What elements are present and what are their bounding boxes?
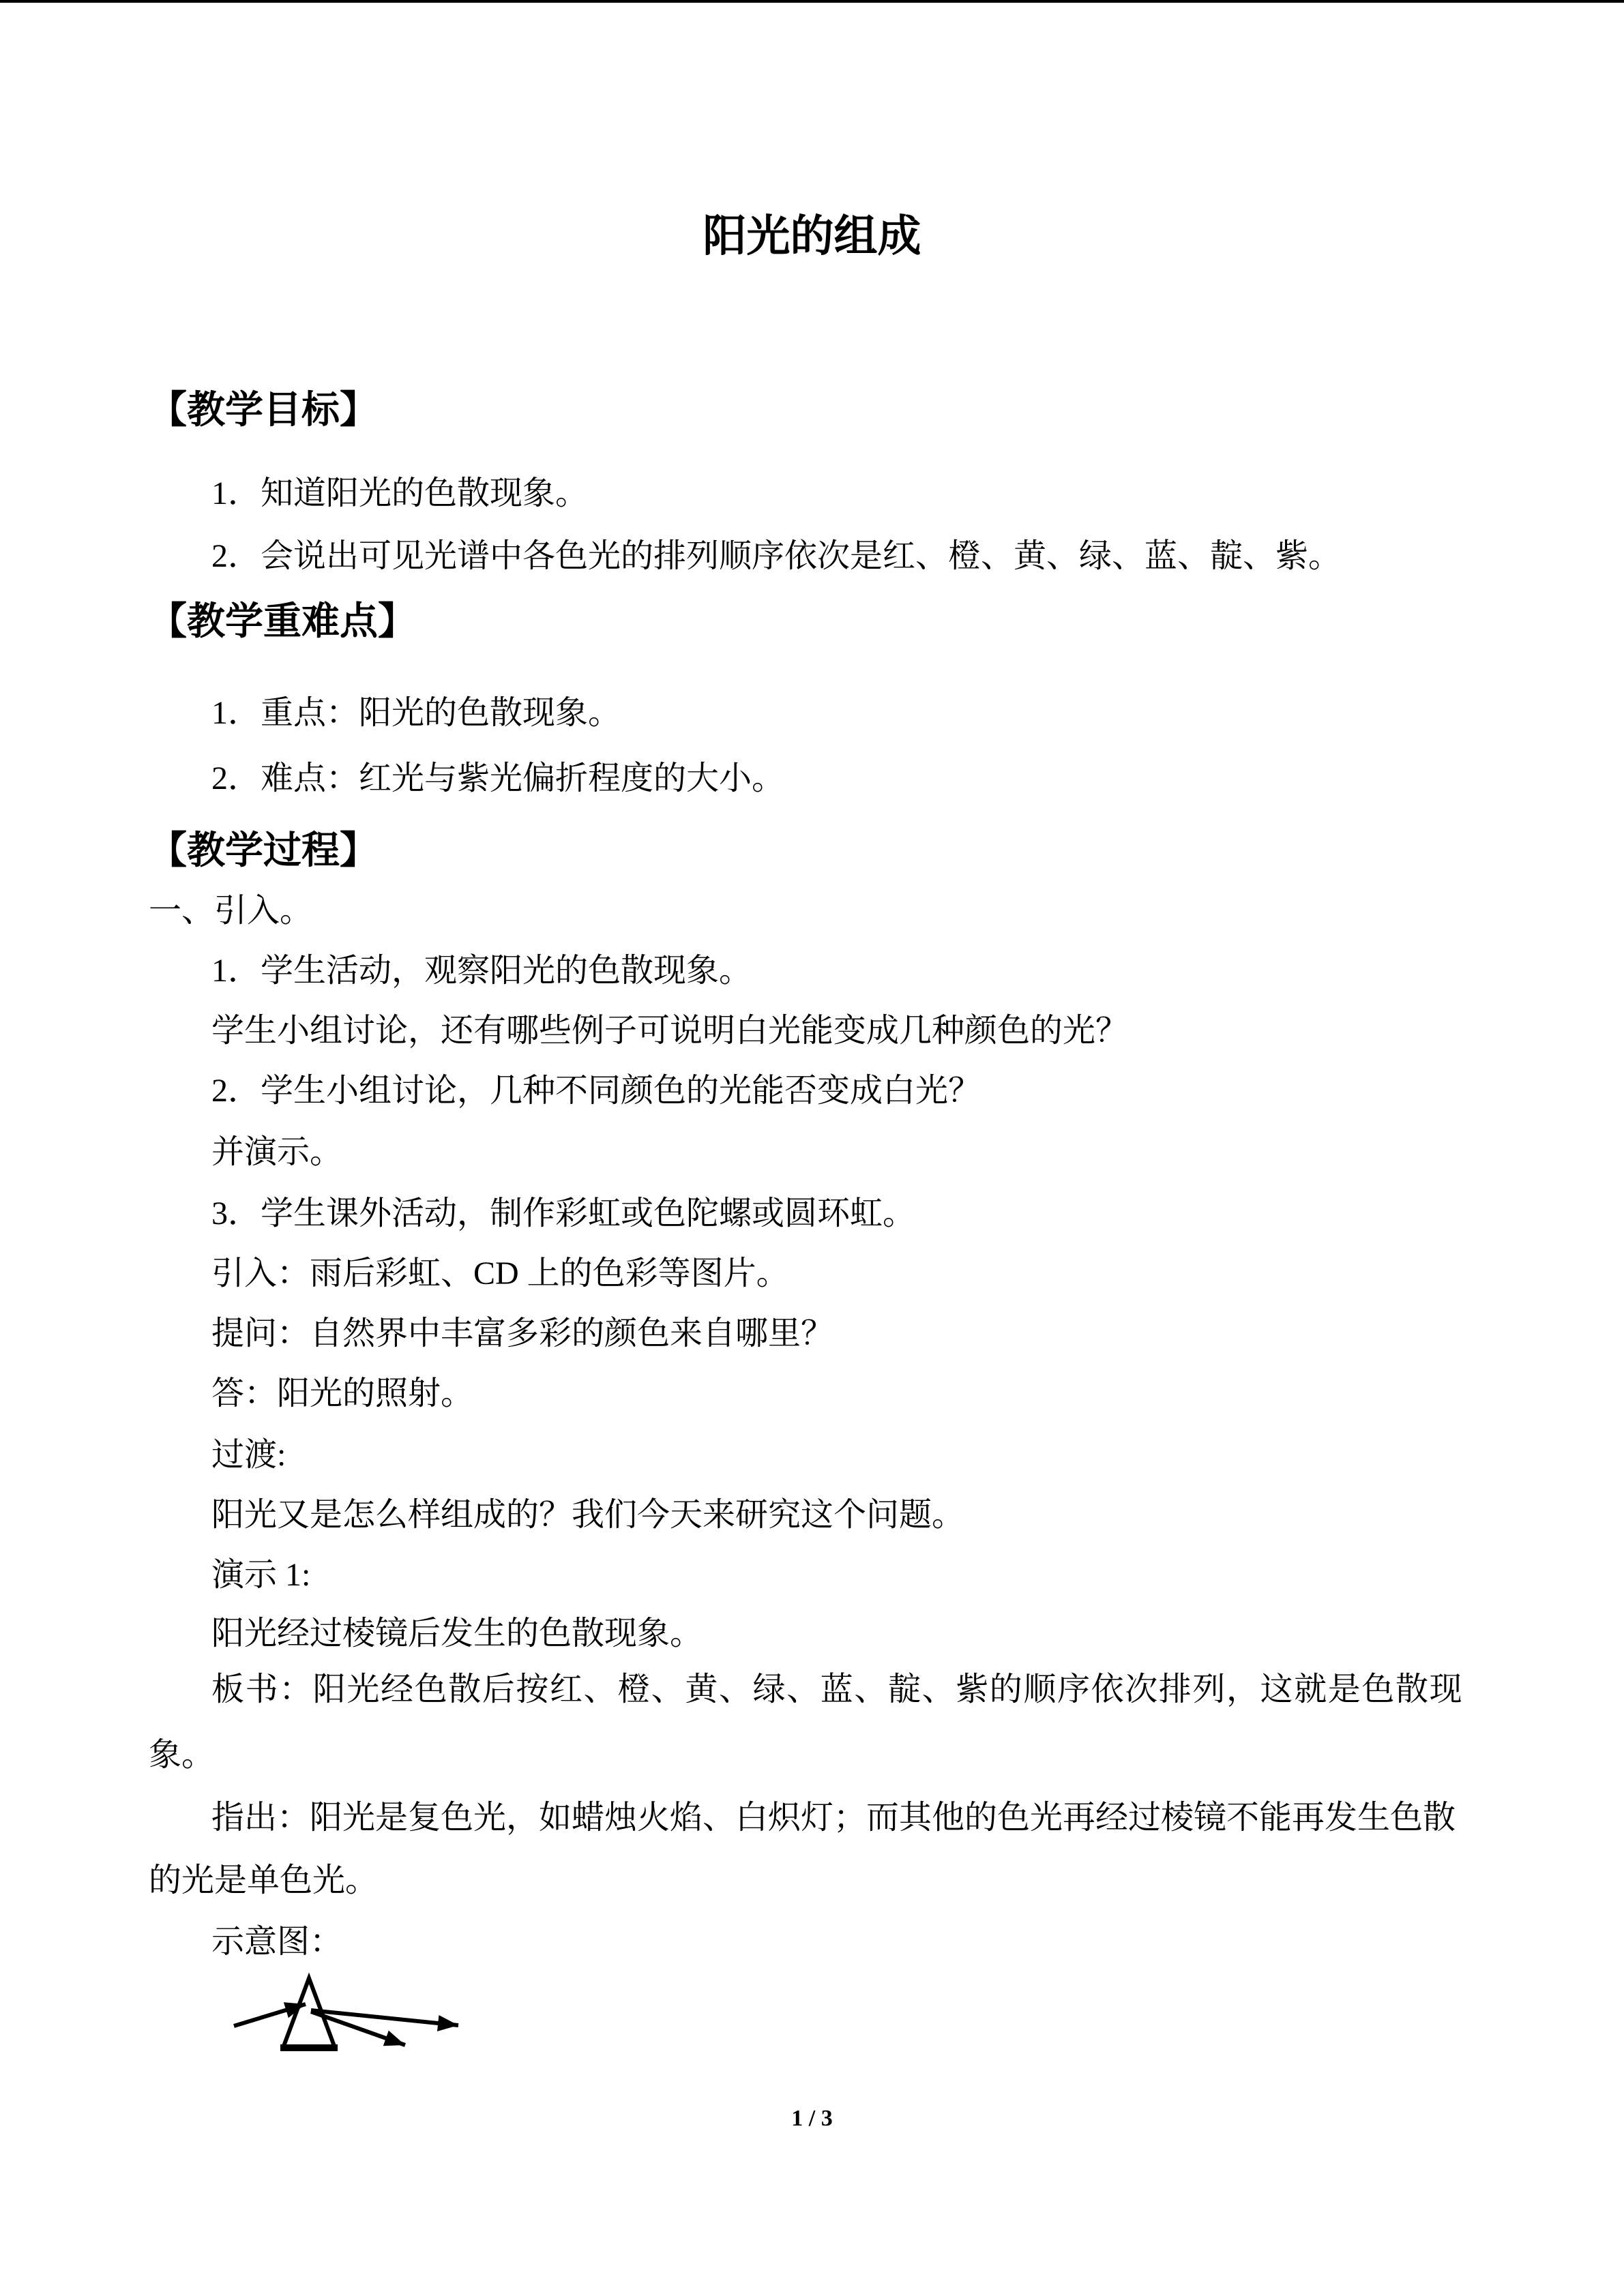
prism-dispersion-diagram	[225, 1973, 477, 2068]
process-line: 提问：自然界中丰富多彩的颜色来自哪里？	[211, 1315, 834, 1352]
key-point-item-1: 1．重点：阳光的色散现象。	[211, 695, 621, 731]
process-line: 阳光又是怎么样组成的？我们今天来研究这个问题。	[211, 1497, 965, 1533]
objectives-item-1: 1．知道阳光的色散现象。	[211, 475, 589, 511]
section-heading-key-points: 【教学重难点】	[149, 601, 416, 643]
process-intro-label: 一、引入。	[149, 893, 313, 929]
process-line: 演示 1:	[211, 1557, 311, 1593]
key-point-item-2: 2．难点：红光与紫光偏折程度的大小。	[211, 760, 785, 796]
document-title: 阳光的组成	[703, 212, 921, 260]
process-line: 答：阳光的照射。	[211, 1375, 474, 1412]
section-heading-objectives: 【教学目标】	[149, 389, 378, 432]
page-number: 1 / 3	[791, 2106, 833, 2131]
process-line-pointout: 指出：阳光是复色光，如蜡烛火焰、白炽灯；而其他的色光再经过棱镜不能再发生色散	[211, 1800, 1456, 1836]
process-line: 3．学生课外活动，制作彩虹或色陀螺或圆环虹。	[211, 1195, 916, 1232]
page-top-edge	[0, 0, 1624, 3]
process-line-blackboard: 板书：阳光经色散后按红、橙、黄、绿、蓝、靛、紫的顺序依次排列，这就是色散现	[211, 1671, 1464, 1708]
process-line-wrap: 的光是单色光。	[149, 1862, 379, 1898]
process-line: 过渡:	[211, 1437, 286, 1473]
process-line: 1．学生活动，观察阳光的色散现象。	[211, 953, 752, 989]
process-line: 阳光经过棱镜后发生的色散现象。	[211, 1615, 703, 1652]
diagram-label: 示意图：	[211, 1924, 343, 1960]
process-line-wrap: 象。	[149, 1737, 215, 1773]
process-line: 2．学生小组讨论，几种不同颜色的光能否变成白光？	[211, 1073, 981, 1109]
process-line: 并演示。	[211, 1134, 343, 1170]
objectives-item-2: 2．会说出可见光谱中各色光的排列顺序依次是红、橙、黄、绿、蓝、靛、紫。	[211, 538, 1342, 574]
process-line: 学生小组讨论，还有哪些例子可说明白光能变成几种颜色的光？	[211, 1013, 1129, 1049]
process-line: 引入：雨后彩虹、CD 上的色彩等图片。	[211, 1255, 789, 1292]
section-heading-process: 【教学过程】	[149, 830, 378, 872]
